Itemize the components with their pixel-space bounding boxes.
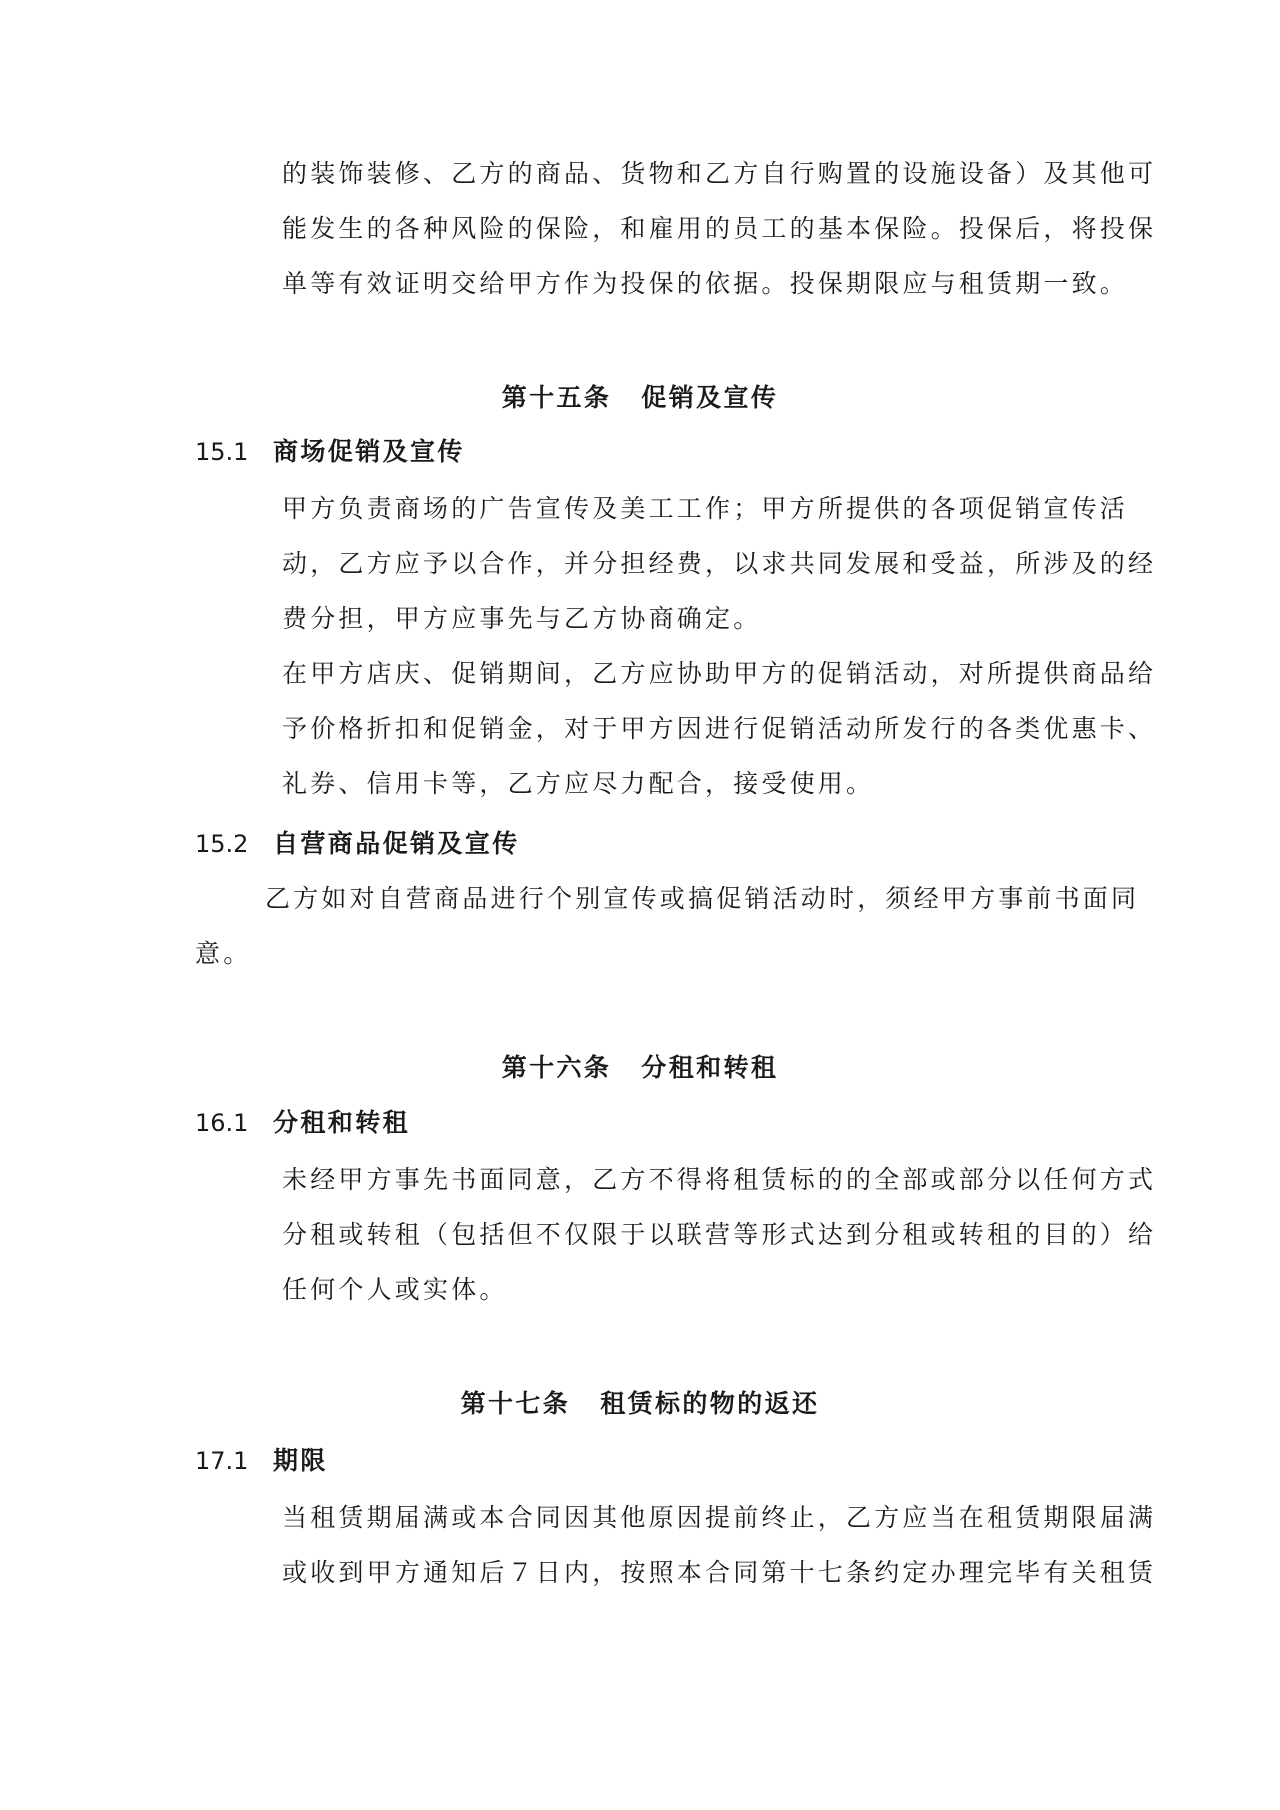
section-title: 商场促销及宣传 bbox=[273, 437, 465, 466]
body-line: 未经甲方事先书面同意，乙方不得将租赁标的的全部或部分以任何方式 bbox=[282, 1165, 1157, 1194]
body-line: 意。 bbox=[195, 939, 252, 968]
section-title: 期限 bbox=[273, 1446, 328, 1475]
body-line: 能发生的各种风险的保险，和雇用的员工的基本保险。投保后，将投保 bbox=[282, 214, 1157, 243]
article-title: 促销及宣传 bbox=[641, 383, 779, 412]
article-16-heading bbox=[0, 1052, 1280, 1084]
body-line: 分租或转租（包括但不仅限于以联营等形式达到分租或转租的目的）给 bbox=[282, 1220, 1157, 1249]
section-number: 17.1 bbox=[195, 1447, 249, 1475]
article-15-heading bbox=[0, 382, 1280, 414]
body-line: 乙方如对自营商品进行个别宣传或搞促销活动时，须经甲方事前书面同 bbox=[265, 884, 1140, 913]
section-number: 15.1 bbox=[195, 438, 249, 466]
section-number: 15.2 bbox=[195, 830, 249, 858]
section-15-2-heading bbox=[195, 828, 520, 860]
section-title: 分租和转租 bbox=[273, 1108, 411, 1137]
section-15-1-heading bbox=[195, 436, 465, 468]
body-line: 予价格折扣和促销金，对于甲方因进行促销活动所发行的各类优惠卡、 bbox=[282, 714, 1157, 743]
section-16-1-heading bbox=[195, 1107, 410, 1139]
body-line: 费分担，甲方应事先与乙方协商确定。 bbox=[282, 604, 762, 633]
article-number: 第十五条 bbox=[501, 383, 612, 412]
body-line: 礼券、信用卡等，乙方应尽力配合，接受使用。 bbox=[282, 769, 875, 798]
body-line: 甲方负责商场的广告宣传及美工工作；甲方所提供的各项促销宣传活 bbox=[282, 494, 1129, 523]
article-number: 第十六条 bbox=[501, 1053, 612, 1082]
body-line: 任何个人或实体。 bbox=[282, 1275, 508, 1304]
body-line: 或收到甲方通知后７日内，按照本合同第十七条约定办理完毕有关租赁 bbox=[282, 1558, 1157, 1587]
body-line: 当租赁期届满或本合同因其他原因提前终止，乙方应当在租赁期限届满 bbox=[282, 1503, 1157, 1532]
body-line: 单等有效证明交给甲方作为投保的依据。投保期限应与租赁期一致。 bbox=[282, 269, 1129, 298]
article-17-heading bbox=[0, 1388, 1280, 1420]
body-line: 在甲方店庆、促销期间，乙方应协助甲方的促销活动，对所提供商品给 bbox=[282, 659, 1157, 688]
section-number: 16.1 bbox=[195, 1109, 249, 1137]
body-line: 动，乙方应予以合作，并分担经费，以求共同发展和受益，所涉及的经 bbox=[282, 549, 1157, 578]
body-line: 的装饰装修、乙方的商品、货物和乙方自行购置的设施设备）及其他可 bbox=[282, 159, 1157, 188]
article-title: 分租和转租 bbox=[641, 1053, 779, 1082]
article-title: 租赁标的物的返还 bbox=[600, 1389, 820, 1418]
section-17-1-heading bbox=[195, 1445, 328, 1477]
article-number: 第十七条 bbox=[460, 1389, 571, 1418]
section-title: 自营商品促销及宣传 bbox=[273, 829, 520, 858]
